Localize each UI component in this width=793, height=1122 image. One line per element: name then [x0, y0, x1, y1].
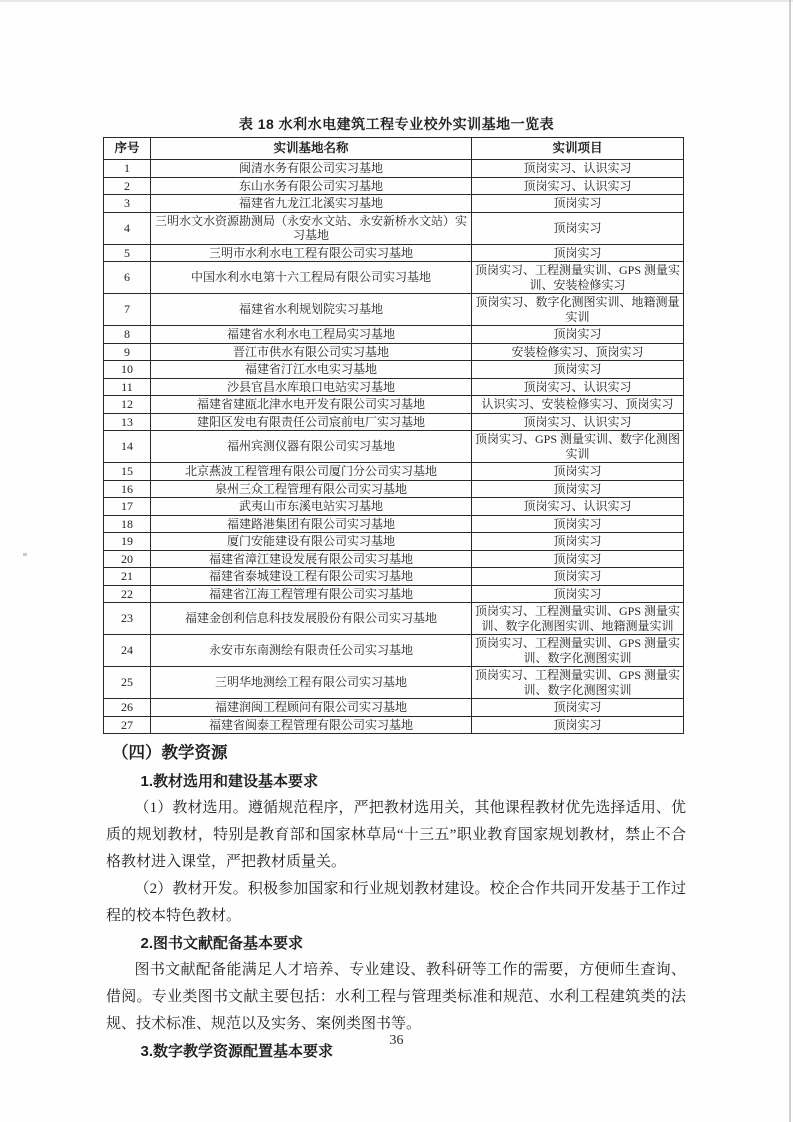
cell-base: 福建省汀江水电实习基地	[151, 361, 472, 379]
table-row	[104, 343, 684, 361]
table-row	[104, 463, 684, 481]
table-row	[104, 294, 684, 326]
cell-projects: 顶岗实习	[472, 533, 684, 551]
cell-base: 福建省水利规划院实习基地	[151, 294, 472, 326]
cell-base: 东山水务有限公司实习基地	[151, 177, 472, 195]
cell-no: 12	[104, 396, 151, 414]
cell-base: 闽清水务有限公司实习基地	[151, 160, 472, 178]
cell-no: 25	[104, 667, 151, 699]
cell-no: 13	[104, 413, 151, 431]
header-no: 序号	[104, 138, 151, 160]
cell-no: 18	[104, 515, 151, 533]
table-row	[104, 195, 684, 213]
page-number: 36	[389, 1033, 404, 1048]
cell-base: 三明水文水资源勘测局（永安水文站、永安新桥水文站）实习基地	[151, 212, 472, 244]
cell-no: 22	[104, 585, 151, 603]
teaching-resources-section	[106, 739, 686, 1065]
cell-projects: 顶岗实习、数字化测图实训、地籍测量实训	[472, 294, 684, 326]
cell-projects: 顶岗实习、认识实习	[472, 160, 684, 178]
table-row	[104, 244, 684, 262]
cell-base: 晋江市供水有限公司实习基地	[151, 343, 472, 361]
cell-projects: 顶岗实习、认识实习	[472, 498, 684, 516]
cell-no: 27	[104, 716, 151, 734]
table-row	[104, 177, 684, 195]
cell-projects: 顶岗实习	[472, 585, 684, 603]
table-row	[104, 699, 684, 717]
cell-no: 19	[104, 533, 151, 551]
table-title: 表 18 水利水电建筑工程专业校外实训基地一览表	[238, 116, 555, 132]
cell-projects: 顶岗实习、工程测量实训、GPS 测量实训、安装检修实习	[472, 262, 684, 294]
cell-base: 福建省建瓯北津水电开发有限公司实习基地	[151, 396, 472, 414]
table-row	[104, 361, 684, 379]
cell-projects: 顶岗实习	[472, 326, 684, 344]
cell-base: 中国水利水电第十六工程局有限公司实习基地	[151, 262, 472, 294]
cell-no: 3	[104, 195, 151, 213]
cell-base: 福建省水利水电工程局实习基地	[151, 326, 472, 344]
cell-no: 4	[104, 212, 151, 244]
paragraph-textbook-development: （2）教材开发。积极参加国家和行业规划教材建设。校企合作共同开发基于工作过程的校本特色教材。	[106, 881, 686, 924]
table-row	[104, 326, 684, 344]
training-base-table-body	[104, 160, 684, 734]
subheading-digital-resources: 3.数字教学资源配置基本要求	[140, 1043, 334, 1060]
cell-no: 11	[104, 378, 151, 396]
cell-base: 武夷山市东溪电站实习基地	[151, 498, 472, 516]
table-row	[104, 431, 684, 463]
scan-edge-right	[789, 0, 791, 1122]
cell-no: 17	[104, 498, 151, 516]
table-row	[104, 716, 684, 734]
table-row	[104, 396, 684, 414]
table-row	[104, 498, 684, 516]
table-row	[104, 667, 684, 699]
cell-no: 20	[104, 550, 151, 568]
cell-projects: 顶岗实习、认识实习	[472, 413, 684, 431]
cell-projects: 顶岗实习	[472, 212, 684, 244]
cell-base: 福建路港集团有限公司实习基地	[151, 515, 472, 533]
cell-no: 15	[104, 463, 151, 481]
table-row	[104, 533, 684, 551]
table-row	[104, 603, 684, 635]
cell-projects: 安装检修实习、顶岗实习	[472, 343, 684, 361]
cell-projects: 顶岗实习、认识实习	[472, 378, 684, 396]
table-row	[104, 568, 684, 586]
cell-base: 福建省泰城建设工程有限公司实习基地	[151, 568, 472, 586]
header-projects: 实训项目	[472, 138, 684, 160]
cell-base: 建阳区发电有限责任公司宸前电厂实习基地	[151, 413, 472, 431]
cell-no: 26	[104, 699, 151, 717]
cell-base: 福州宾测仪器有限公司实习基地	[151, 431, 472, 463]
table-row	[104, 515, 684, 533]
table-row	[104, 480, 684, 498]
scan-edge-top	[0, 0, 793, 2]
cell-no: 23	[104, 603, 151, 635]
cell-no: 6	[104, 262, 151, 294]
table-row	[104, 262, 684, 294]
scan-artifact-dot	[23, 553, 27, 556]
cell-base: 沙县官昌水库琅口电站实习基地	[151, 378, 472, 396]
table-row	[104, 413, 684, 431]
cell-no: 16	[104, 480, 151, 498]
table-row	[104, 212, 684, 244]
cell-projects: 顶岗实习	[472, 699, 684, 717]
cell-projects: 顶岗实习	[472, 361, 684, 379]
cell-projects: 顶岗实习	[472, 244, 684, 262]
cell-projects: 顶岗实习	[472, 195, 684, 213]
cell-projects: 顶岗实习	[472, 568, 684, 586]
cell-no: 5	[104, 244, 151, 262]
cell-no: 10	[104, 361, 151, 379]
cell-base: 泉州三众工程管理有限公司实习基地	[151, 480, 472, 498]
paragraph-library-resources: 图书文献配备能满足人才培养、专业建设、教科研等工作的需要，方便师生查询、借阅。专业类图书文献主要包括：水利工程与管理类标准和规范、水利工程建筑类的法规、技术标准、规范以及实务、案例类图书等。	[106, 962, 686, 1032]
cell-projects: 顶岗实习、工程测量实训、GPS 测量实训、数字化测图实训	[472, 667, 684, 699]
table-row	[104, 160, 684, 178]
cell-projects: 顶岗实习、工程测量实训、GPS 测量实训、数字化测图实训、地籍测量实训	[472, 603, 684, 635]
cell-base: 三明华地测绘工程有限公司实习基地	[151, 667, 472, 699]
cell-projects: 顶岗实习	[472, 463, 684, 481]
table-header-row	[104, 138, 684, 160]
table-row	[104, 635, 684, 667]
cell-base: 福建省九龙江北溪实习基地	[151, 195, 472, 213]
cell-no: 7	[104, 294, 151, 326]
subheading-library-requirements: 2.图书文献配备基本要求	[140, 935, 304, 952]
cell-base: 福建省江海工程管理有限公司实习基地	[151, 585, 472, 603]
cell-base: 三明市水利水电工程有限公司实习基地	[151, 244, 472, 262]
subheading-textbook-requirements: 1.教材选用和建设基本要求	[140, 773, 319, 790]
table-row	[104, 378, 684, 396]
cell-no: 2	[104, 177, 151, 195]
cell-projects: 顶岗实习、认识实习	[472, 177, 684, 195]
cell-no: 14	[104, 431, 151, 463]
cell-no: 24	[104, 635, 151, 667]
cell-projects: 顶岗实习	[472, 550, 684, 568]
cell-no: 21	[104, 568, 151, 586]
header-base-name: 实训基地名称	[151, 138, 472, 160]
cell-projects: 顶岗实习、GPS 测量实训、数字化测图实训	[472, 431, 684, 463]
cell-base: 厦门安能建设有限公司实习基地	[151, 533, 472, 551]
cell-no: 8	[104, 326, 151, 344]
cell-base: 永安市东南测绘有限责任公司实习基地	[151, 635, 472, 667]
table-row	[104, 550, 684, 568]
table-row	[104, 585, 684, 603]
cell-base: 福建省闽泰工程管理有限公司实习基地	[151, 716, 472, 734]
section-heading-teaching-resources: （四）教学资源	[112, 744, 228, 762]
cell-projects: 顶岗实习	[472, 716, 684, 734]
cell-projects: 顶岗实习	[472, 515, 684, 533]
cell-projects: 认识实习、安装检修实习、顶岗实习	[472, 396, 684, 414]
cell-projects: 顶岗实习	[472, 480, 684, 498]
cell-base: 福建金创利信息科技发展股份有限公司实习基地	[151, 603, 472, 635]
cell-no: 1	[104, 160, 151, 178]
cell-base: 福建润闽工程顾问有限公司实习基地	[151, 699, 472, 717]
training-base-table	[103, 137, 684, 734]
cell-projects: 顶岗实习、工程测量实训、GPS 测量实训、数字化测图实训	[472, 635, 684, 667]
cell-no: 9	[104, 343, 151, 361]
cell-base: 北京燕波工程管理有限公司厦门分公司实习基地	[151, 463, 472, 481]
cell-base: 福建省漳江建设发展有限公司实习基地	[151, 550, 472, 568]
paragraph-textbook-selection: （1）教材选用。遵循规范程序，严把教材选用关，其他课程教材优先选择适用、优质的规划教材，特别是教育部和国家林草局“十三五”职业教育国家规划教材，禁止不合格教材进入课堂，严把教材质量关。	[106, 800, 686, 870]
